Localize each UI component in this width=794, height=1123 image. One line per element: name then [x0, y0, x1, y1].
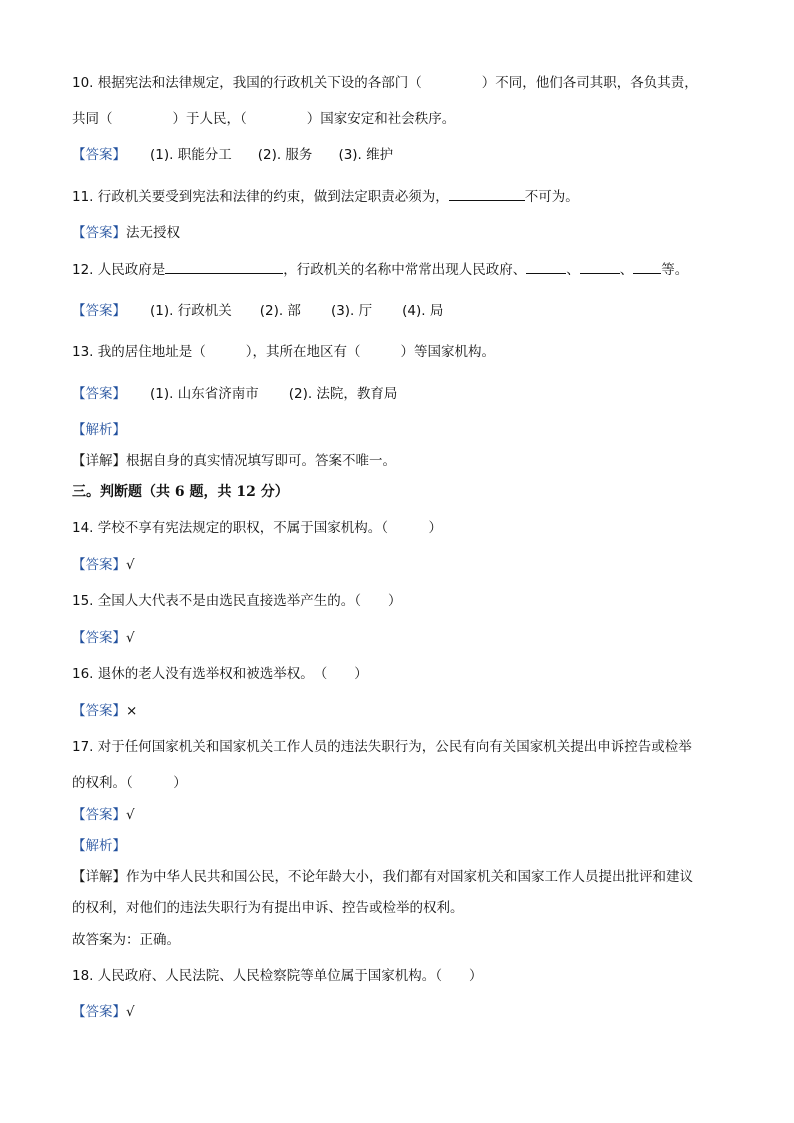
q17-detail-1: 【详解】作为中华人民共和国公民，不论年龄大小，我们都有对国家机关和国家工作人员提出批评和建议	[72, 869, 693, 885]
q17-detail-line1	[72, 868, 693, 886]
q12-answer-4: (4). 局	[402, 303, 444, 319]
answer-tag: 【答案】	[72, 386, 126, 402]
q11-answer: 法无授权	[126, 225, 180, 241]
q18-answer-line	[72, 1003, 135, 1021]
q17-text-1: 17. 对于任何国家机关和国家机关工作人员的违法失职行为，公民有向有关国家机关提出申诉控告或检举	[72, 739, 692, 755]
q12-answer-line	[72, 302, 443, 320]
q13-detail-line	[72, 452, 396, 470]
q17-detail-line2	[72, 899, 464, 917]
answer-tag: 【答案】	[72, 557, 126, 573]
q14-line	[72, 519, 442, 537]
answer-tag: 【答案】	[72, 1004, 126, 1020]
q16-answer-line	[72, 702, 137, 720]
q12-blank-2[interactable]	[526, 261, 566, 274]
answer-tag: 【答案】	[72, 630, 126, 646]
q10-answer-line	[72, 146, 393, 164]
q13-text-c: ）等国家机构。	[400, 344, 496, 360]
q12-answer-3: (3). 厅	[330, 303, 373, 319]
q12-text-c: 等。	[661, 262, 689, 278]
q15-text: 15. 全国人大代表不是由选民直接选举产生的。（ ）	[72, 593, 402, 609]
q18-line	[72, 967, 483, 985]
q10-line1	[72, 74, 698, 92]
answer-tag: 【答案】	[72, 225, 126, 241]
q13-analysis-line	[72, 421, 126, 439]
q13-detail: 【详解】根据自身的真实情况填写即可。答案不唯一。	[72, 453, 396, 469]
analysis-tag: 【解析】	[72, 838, 126, 854]
analysis-tag: 【解析】	[72, 422, 126, 438]
q17-line1	[72, 738, 692, 756]
q17-text-2: 的权利。（ ）	[72, 775, 187, 791]
q10-text-a: 10. 根据宪法和法律规定，我国的行政机关下设的各部门（	[72, 75, 422, 91]
q12-blank-1[interactable]	[165, 261, 283, 274]
q17-analysis-line	[72, 837, 126, 855]
q13-line	[72, 343, 495, 361]
q17-conclusion: 故答案为：正确。	[72, 932, 180, 948]
section3-title: 三。判断题（共 6 题，共 12 分）	[72, 484, 289, 500]
q16-line	[72, 665, 368, 683]
q11-blank[interactable]	[449, 188, 525, 201]
q12-sep-1: 、	[566, 262, 580, 278]
q12-sep-2: 、	[619, 262, 634, 278]
q11-answer-line	[72, 224, 180, 242]
q10-text-e: ）国家安定和社会秩序。	[306, 111, 456, 127]
q15-answer: √	[126, 630, 135, 646]
q13-answer-line	[72, 385, 397, 403]
q17-line2	[72, 774, 187, 792]
q10-answer-3: (3). 维护	[338, 147, 394, 163]
q11-line	[72, 188, 579, 206]
q10-answer-2: (2). 服务	[257, 147, 313, 163]
q14-answer: √	[126, 557, 135, 573]
q17-answer-line	[72, 806, 135, 824]
q16-answer: ×	[126, 703, 138, 719]
q12-line	[72, 261, 688, 279]
answer-tag: 【答案】	[72, 303, 126, 319]
q16-text: 16. 退休的老人没有选举权和被选举权。 （ ）	[72, 666, 368, 682]
q10-text-c: 共同（	[72, 111, 113, 127]
q13-text-a: 13. 我的居住地址是（	[72, 344, 206, 360]
q12-text-a: 12. 人民政府是	[72, 262, 166, 278]
q18-answer: √	[126, 1004, 135, 1020]
q17-detail-2: 的权利，对他们的违法失职行为有提出申诉、控告或检举的权利。	[72, 900, 464, 916]
q12-blank-3[interactable]	[580, 261, 620, 274]
q15-answer-line	[72, 629, 135, 647]
answer-tag: 【答案】	[72, 807, 126, 823]
q13-answer-1: (1). 山东省济南市	[150, 386, 259, 402]
q13-text-b: ），其所在地区有（	[245, 344, 361, 360]
q13-answer-2: (2). 法院，教育局	[288, 386, 398, 402]
q12-text-b: ，行政机关的名称中常常出现人民政府、	[283, 262, 527, 278]
section-title	[72, 483, 289, 501]
q10-text-d: ）于人民，（	[172, 111, 247, 127]
q11-text-a: 11. 行政机关要受到宪法和法律的约束，做到法定职责必须为，	[72, 189, 449, 205]
q12-answer-1: (1). 行政机关	[150, 303, 232, 319]
q12-blank-4[interactable]	[633, 261, 661, 274]
q10-answer-1: (1). 职能分工	[150, 147, 232, 163]
q17-answer: √	[126, 807, 135, 823]
answer-tag: 【答案】	[72, 703, 126, 719]
q14-text: 14. 学校不享有宪法规定的职权，不属于国家机构。（ ）	[72, 520, 443, 536]
q14-answer-line	[72, 556, 135, 574]
q11-text-b: 不可为。	[524, 189, 579, 205]
q18-text: 18. 人民政府、人民法院、人民检察院等单位属于国家机构。（ ）	[72, 968, 483, 984]
q15-line	[72, 592, 402, 610]
q10-line2	[72, 110, 455, 128]
q17-conclusion-line	[72, 931, 180, 949]
q10-text-b: ）不同，他们各司其职，各负其责，	[481, 75, 698, 91]
q12-answer-2: (2). 部	[259, 303, 301, 319]
answer-tag: 【答案】	[72, 147, 126, 163]
